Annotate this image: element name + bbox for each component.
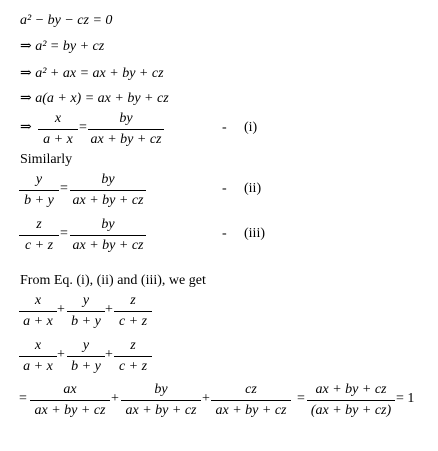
final-numerator-1: ax bbox=[63, 382, 77, 397]
plus-sign: + bbox=[57, 302, 65, 317]
eq-ii-right-denominator: ax + by + cz bbox=[72, 193, 144, 208]
final-result-denominator: (ax + by + cz) bbox=[310, 403, 392, 418]
eq-iii-left-numerator: z bbox=[36, 217, 42, 232]
eq-iii-right-denominator: ax + by + cz bbox=[72, 238, 144, 253]
plus-sign: + bbox=[111, 391, 119, 406]
final-denominator-3: ax + by + cz bbox=[215, 403, 287, 418]
eq-iii-right-numerator: by bbox=[101, 217, 115, 232]
final-numerator-2: by bbox=[154, 382, 168, 397]
final-result-fraction bbox=[307, 383, 395, 418]
eq-i-left-numerator: x bbox=[54, 111, 62, 126]
equation-line-4: ⇒ a(a + x) = ax + by + cz bbox=[20, 91, 169, 106]
fraction-bar bbox=[114, 311, 152, 312]
sum1-fraction-2 bbox=[67, 294, 105, 329]
final-fraction-1 bbox=[30, 383, 110, 418]
plus-sign: + bbox=[202, 391, 210, 406]
fraction-bar bbox=[19, 356, 57, 357]
eq-i-right-denominator: ax + by + cz bbox=[90, 132, 162, 147]
final-fraction-3 bbox=[211, 383, 291, 418]
fraction-bar bbox=[38, 129, 78, 130]
sum1-denominator-3: c + z bbox=[118, 314, 148, 329]
eq-iii-dash: - bbox=[222, 226, 227, 241]
eq-iii-tag: (iii) bbox=[244, 226, 265, 241]
final-numerator-3: cz bbox=[245, 382, 257, 397]
eq-i-right-fraction bbox=[88, 112, 164, 147]
fraction-bar bbox=[19, 235, 59, 236]
sum1-denominator-2: b + y bbox=[71, 314, 101, 329]
eq-iii-left-denominator: c + z bbox=[24, 238, 54, 253]
equation-line-3: ⇒ a² + ax = ax + by + cz bbox=[20, 66, 164, 81]
eq-ii-left-denominator: b + y bbox=[24, 193, 54, 208]
sum2-denominator-1: a + x bbox=[23, 359, 53, 374]
sum1-numerator-1: x bbox=[34, 293, 42, 308]
fraction-bar bbox=[70, 235, 146, 236]
sum1-denominator-1: a + x bbox=[23, 314, 53, 329]
fraction-bar bbox=[67, 356, 105, 357]
plus-sign: + bbox=[105, 302, 113, 317]
sum2-numerator-2: y bbox=[82, 338, 90, 353]
plus-sign: + bbox=[57, 347, 65, 362]
eq-i-left-denominator: a + x bbox=[43, 132, 73, 147]
sum2-fraction-2 bbox=[67, 339, 105, 374]
fraction-bar bbox=[19, 311, 57, 312]
eq-iii-left-fraction bbox=[19, 218, 59, 253]
equals-sign: = bbox=[297, 391, 305, 406]
implies-arrow: ⇒ bbox=[20, 120, 32, 135]
eq-ii-tag: (ii) bbox=[244, 181, 262, 196]
fraction-bar bbox=[307, 400, 395, 401]
equals-sign: = bbox=[60, 181, 68, 196]
equals-sign: = bbox=[60, 226, 68, 241]
final-denominator-2: ax + by + cz bbox=[125, 403, 197, 418]
equals-sign: = bbox=[19, 391, 27, 406]
equation-line-1: a² − by − cz = 0 bbox=[20, 13, 113, 28]
plus-sign: + bbox=[105, 347, 113, 362]
fraction-bar bbox=[114, 356, 152, 357]
final-fraction-2 bbox=[121, 383, 201, 418]
eq-iii-right-fraction bbox=[70, 218, 146, 253]
sum1-fraction-3 bbox=[114, 294, 152, 329]
eq-i-right-numerator: by bbox=[119, 111, 133, 126]
eq-ii-left-numerator: y bbox=[35, 172, 43, 187]
sum2-fraction-3 bbox=[114, 339, 152, 374]
sum1-numerator-2: y bbox=[82, 293, 90, 308]
fraction-bar bbox=[88, 129, 164, 130]
eq-i-tag: (i) bbox=[244, 120, 258, 135]
equation-line-2: ⇒ a² = by + cz bbox=[20, 39, 105, 54]
final-result-value: = 1 bbox=[396, 391, 415, 406]
final-result-numerator: ax + by + cz bbox=[315, 382, 387, 397]
equals-sign: = bbox=[79, 120, 87, 135]
eq-ii-right-numerator: by bbox=[101, 172, 115, 187]
sum1-fraction-1 bbox=[19, 294, 57, 329]
fraction-bar bbox=[121, 400, 201, 401]
sum2-denominator-3: c + z bbox=[118, 359, 148, 374]
fraction-bar bbox=[211, 400, 291, 401]
eq-ii-left-fraction bbox=[19, 173, 59, 208]
fraction-bar bbox=[19, 190, 59, 191]
eq-ii-dash: - bbox=[222, 181, 227, 196]
eq-ii-right-fraction bbox=[70, 173, 146, 208]
sum2-denominator-2: b + y bbox=[71, 359, 101, 374]
sum2-numerator-3: z bbox=[130, 338, 136, 353]
sum1-numerator-3: z bbox=[130, 293, 136, 308]
fraction-bar bbox=[30, 400, 110, 401]
similarly-text: Similarly bbox=[20, 152, 73, 167]
from-eq-text: From Eq. (i), (ii) and (iii), we get bbox=[20, 273, 206, 288]
sum2-fraction-1 bbox=[19, 339, 57, 374]
eq-i-dash: - bbox=[222, 120, 227, 135]
fraction-bar bbox=[67, 311, 105, 312]
sum2-numerator-1: x bbox=[34, 338, 42, 353]
final-denominator-1: ax + by + cz bbox=[34, 403, 106, 418]
eq-i-left-fraction bbox=[38, 112, 78, 147]
fraction-bar bbox=[70, 190, 146, 191]
